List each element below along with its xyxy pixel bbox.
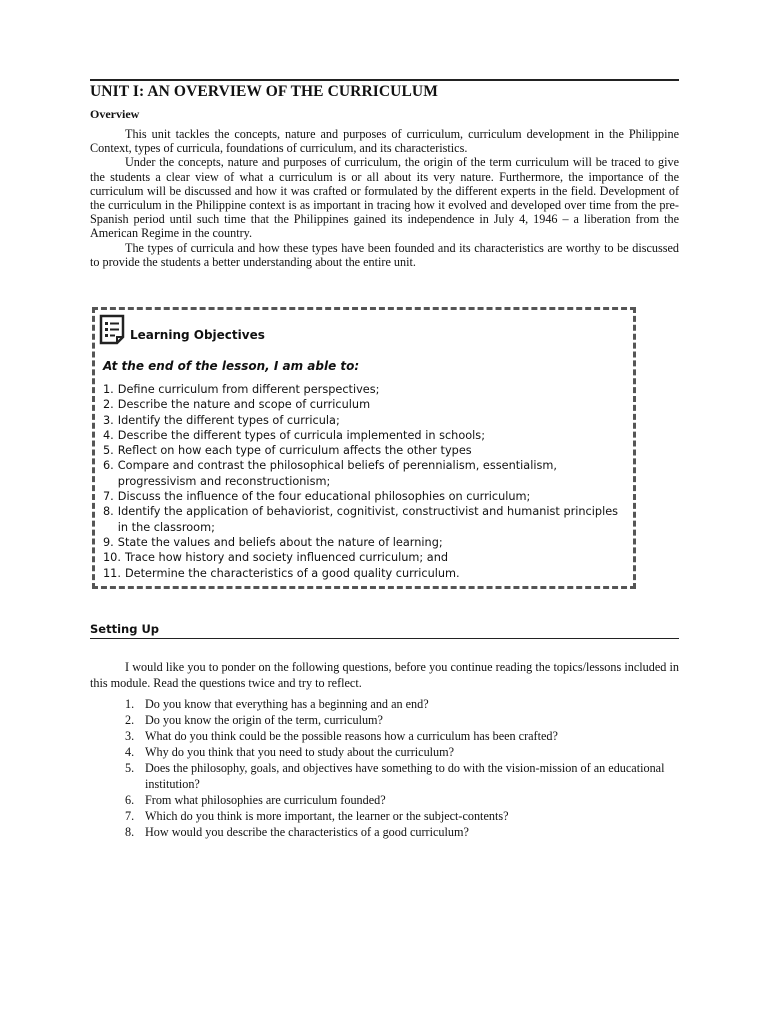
question-text: Which do you think is more important, the learner or the subject-contents?: [145, 809, 509, 823]
objective-number: 10.: [103, 551, 121, 565]
question-text: Why do you think that you need to study about the curriculum?: [145, 745, 455, 759]
title-rule: [90, 79, 679, 81]
learning-objectives-heading: Learning Objectives: [130, 328, 265, 342]
question-text: Does the philosophy, goals, and objectives have something to do with the vision-mission of an educational institution?: [145, 761, 665, 791]
question-number: 3.: [125, 729, 135, 743]
overview-paragraph: Under the concepts, nature and purposes of curriculum, the origin of the term curriculum will be traced to give the students a clear view of what a curriculum is or all about its very nature. Furthermore, the importance of the curriculum will be discussed and how it was crafted or formulated by the different experts in the field. Development of the curriculum in the Philippine context is as important in tracing how it evolved and developed over time from the pre-Spanish period until such time that the Philippines gained its independence in July 4, 1946 – a liberation from the American Regime in the country.: [90, 155, 679, 241]
objective-number: 9.: [103, 535, 114, 549]
objective-number: 11.: [103, 566, 121, 580]
question-number: 1.: [125, 697, 135, 711]
objective-item: [103, 428, 625, 443]
setting-up-heading: Setting Up: [90, 622, 160, 636]
question-text: How would you describe the characteristics of a good curriculum?: [145, 825, 469, 839]
objective-text: Trace how history and society influenced curriculum; and: [124, 551, 449, 565]
question-text: Do you know the origin of the term, curriculum?: [145, 713, 383, 727]
question-item: [125, 712, 679, 728]
questions-list: [125, 696, 679, 840]
question-number: 7.: [125, 809, 135, 823]
objective-text: Describe the nature and scope of curriculum: [117, 398, 371, 412]
objective-number: 8.: [103, 505, 114, 519]
objective-text: Discuss the influence of the four educational philosophies on curriculum;: [117, 490, 531, 504]
overview-heading: Overview: [90, 107, 140, 121]
question-item: [125, 824, 679, 840]
objective-item: [103, 458, 625, 489]
objective-item: [103, 397, 625, 412]
objective-text: Determine the characteristics of a good quality curriculum.: [124, 566, 460, 580]
objective-text: Identify the different types of curricula;: [117, 413, 340, 427]
question-number: 6.: [125, 793, 135, 807]
question-item: [125, 696, 679, 712]
overview-paragraph: The types of curricula and how these types have been founded and its characteristics are worthy to be discussed to provide the students a better understanding about the entire unit.: [90, 240, 679, 269]
question-number: 2.: [125, 713, 135, 727]
question-number: 5.: [125, 761, 135, 775]
objective-number: 4.: [103, 428, 114, 442]
objective-number: 2.: [103, 398, 114, 412]
objective-text: Describe the different types of curricula implemented in schools;: [117, 428, 485, 442]
question-text: Do you know that everything has a beginning and an end?: [145, 697, 429, 711]
question-item: [125, 728, 679, 744]
objective-text: Identify the application of behaviorist, cognitivist, constructivist and humanist principles in the classroom;: [117, 505, 619, 534]
overview-paragraph: This unit tackles the concepts, nature and purposes of curriculum, curriculum development in the Philippine Context, types of curricula, foundations of curriculum, and its characteristics.: [90, 127, 679, 156]
objective-number: 6.: [103, 459, 114, 473]
question-item: [125, 808, 679, 824]
checklist-icon: [98, 313, 128, 345]
objective-text: State the values and beliefs about the nature of learning;: [117, 535, 443, 549]
question-text: From what philosophies are curriculum founded?: [145, 793, 386, 807]
question-item: [125, 744, 679, 760]
overview-body: [90, 127, 679, 269]
learning-objectives-intro: At the end of the lesson, I am able to:: [103, 359, 360, 373]
objective-number: 3.: [103, 413, 114, 427]
setting-up-intro: I would like you to ponder on the following questions, before you continue reading the topics/lessons included in this module. Read the questions twice and try to reflect.: [90, 660, 679, 690]
objective-item: [103, 489, 625, 504]
objective-text: Reflect on how each type of curriculum affects the other types: [117, 444, 472, 458]
objective-item: [103, 382, 625, 397]
question-item: [125, 792, 679, 808]
objective-item: [103, 566, 625, 581]
objective-number: 1.: [103, 383, 114, 396]
objectives-list: [103, 382, 625, 581]
objective-text: Compare and contrast the philosophical beliefs of perennialism, essentialism, progressivism and reconstructionism;: [117, 459, 557, 488]
objective-number: 5.: [103, 444, 114, 458]
setting-up-rule: [90, 638, 679, 639]
objective-text: Define curriculum from different perspectives;: [117, 383, 380, 396]
objective-item: [103, 413, 625, 428]
objective-number: 7.: [103, 490, 114, 504]
objective-item: [103, 443, 625, 458]
unit-title: UNIT I: AN OVERVIEW OF THE CURRICULUM: [90, 83, 438, 100]
question-text: What do you think could be the possible reasons how a curriculum has been crafted?: [145, 729, 558, 743]
question-number: 8.: [125, 825, 135, 839]
objective-item: [103, 535, 625, 550]
objective-item: [103, 504, 625, 535]
objective-item: [103, 550, 625, 565]
question-number: 4.: [125, 745, 135, 759]
question-item: [125, 760, 679, 792]
